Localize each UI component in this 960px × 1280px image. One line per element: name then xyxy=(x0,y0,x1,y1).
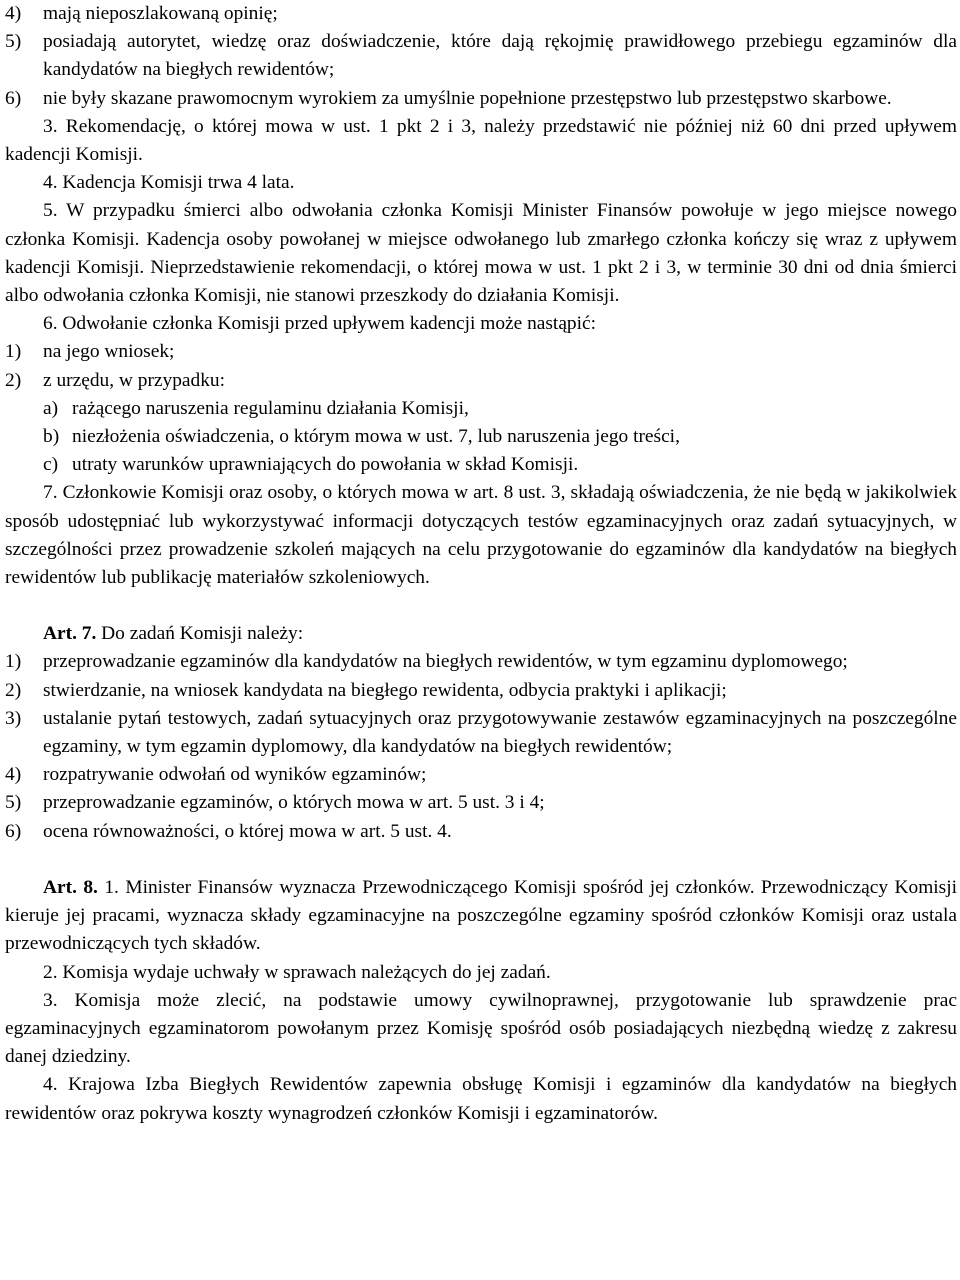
list-item xyxy=(5,648,957,676)
list-text: na jego wniosek; xyxy=(43,341,175,363)
list-text: przeprowadzanie egzaminów, o których mowa w art. 5 ust. 3 i 4; xyxy=(43,792,545,814)
list-number: 6) xyxy=(5,87,22,109)
sublist-letter: c) xyxy=(43,454,59,476)
list-number: 6) xyxy=(5,820,22,842)
sublist-text: niezłożenia oświadczenia, o którym mowa w ust. 7, lub naruszenia jego treści, xyxy=(72,426,680,448)
paragraph-5: 5. W przypadku śmierci albo odwołania członka Komisji Minister Finansów powołuje w jego miejsce nowego członka Komisji. Kadencja osoby powołanej w miejsce odwołanego lub zmarłego członka kończy się wraz z upływem kadencji Komisji. Nieprzedstawienie rekomendacji, o której mowa w ust. 1 pkt 2 i 3, w terminie 30 dni od dnia śmierci albo odwołania członka Komisji, nie stanowi przeszkody do działania Komisji. xyxy=(5,200,957,307)
sublist-item xyxy=(5,395,957,423)
list-text: rozpatrywanie odwołań od wyników egzaminów; xyxy=(43,764,427,786)
paragraph-4: 4. Kadencja Komisji trwa 4 lata. xyxy=(43,172,295,194)
list-item xyxy=(5,818,957,846)
sublist-item xyxy=(5,451,957,479)
article-8-paragraph-2: 2. Komisja wydaje uchwały w sprawach należących do jej zadań. xyxy=(43,961,551,983)
sublist-text: rażącego naruszenia regulaminu działania Komisji, xyxy=(72,397,469,419)
section-spacer xyxy=(5,846,957,874)
list-number: 2) xyxy=(5,369,22,391)
list-number: 4) xyxy=(5,3,22,24)
list-item xyxy=(5,0,957,28)
article-8-paragraph-3: 3. Komisja może zlecić, na podstawie umowy cywilnoprawnej, przygotowanie lub sprawdzenie prac egzaminacyjnych egzaminatorom powołanym przez Komisję spośród osób posiadających niezbędną wiedzę z zakresu danej dziedziny. xyxy=(5,989,957,1068)
list-text: ustalanie pytań testowych, zadań sytuacyjnych oraz przygotowywanie zestawów egzaminacyjnych na poszczególne egzaminy, w tym egzamin dyplomowy, dla kandydatów na biegłych rewidentów; xyxy=(43,707,957,758)
article-8-paragraph-1 xyxy=(5,874,957,959)
list-item xyxy=(5,761,957,789)
sublist-item xyxy=(5,423,957,451)
paragraph-3: 3. Rekomendację, o której mowa w ust. 1 pkt 2 i 3, należy przedstawić nie później niż 60 dni przed upływem kadencji Komisji. xyxy=(5,115,957,166)
list-text: stwierdzanie, na wniosek kandydata na biegłego rewidenta, odbycia praktyki i aplikacji; xyxy=(43,679,727,701)
list-item xyxy=(5,28,957,84)
sublist-text: utraty warunków uprawniających do powołania w skład Komisji. xyxy=(72,454,579,476)
article-8-paragraph-4: 4. Krajowa Izba Biegłych Rewidentów zapewnia obsługę Komisji i egzaminów dla kandydatów na biegłych rewidentów oraz pokrywa koszty wynagrodzeń członków Komisji i egzaminatorów. xyxy=(5,1074,957,1124)
article-8-heading: Art. 8. xyxy=(43,876,98,898)
list-item xyxy=(5,338,957,366)
article-7-lead: Do zadań Komisji należy: xyxy=(96,623,304,645)
sublist-letter: a) xyxy=(43,397,59,419)
paragraph-6: 6. Odwołanie członka Komisji przed upływem kadencji może nastąpić: xyxy=(43,313,597,335)
list-item xyxy=(5,705,957,761)
list-item xyxy=(5,789,957,817)
list-text: ocena równoważności, o której mowa w art. 5 ust. 4. xyxy=(43,820,452,842)
sublist-letter: b) xyxy=(43,426,60,448)
list-number: 5) xyxy=(5,792,22,814)
list-text: mają nieposzlakowaną opinię; xyxy=(43,3,278,24)
article-7-intro xyxy=(5,620,957,648)
list-text: nie były skazane prawomocnym wyrokiem za umyślnie popełnione przestępstwo lub przestępstwo skarbowe. xyxy=(43,87,892,109)
article-8-text: 1. Minister Finansów wyznacza Przewodniczącego Komisji spośród jej członków. Przewodniczący Komisji kieruje jej pracami, wyznacza składy egzaminacyjne na poszczególne egzaminy spośród członków Komisji oraz ustala przewodniczących tych składów. xyxy=(5,876,957,955)
list-number: 3) xyxy=(5,707,22,729)
list-item xyxy=(5,85,957,113)
list-text: posiadają autorytet, wiedzę oraz doświadczenie, które dają rękojmię prawidłowego przebiegu egzaminów dla kandydatów na biegłych rewidentów; xyxy=(43,31,957,81)
section-spacer xyxy=(5,592,957,620)
list-number: 4) xyxy=(5,764,22,786)
paragraph-7: 7. Członkowie Komisji oraz osoby, o których mowa w art. 8 ust. 3, składają oświadczenia, że nie będą w jakikolwiek sposób udostępniać lub wykorzystywać informacji dotyczących testów egzaminacyjnych oraz zadań sytuacyjnych, w szczególności przez prowadzenie szkoleń mających na celu przygotowanie do egzaminów dla kandydatów na biegłych rewidentów lub publikację materiałów szkoleniowych. xyxy=(5,482,957,589)
list-number: 5) xyxy=(5,31,22,53)
list-number: 1) xyxy=(5,341,22,363)
list-item xyxy=(5,367,957,395)
list-number: 2) xyxy=(5,679,22,701)
article-7-heading: Art. 7. xyxy=(43,623,97,645)
list-item xyxy=(5,677,957,705)
list-text: z urzędu, w przypadku: xyxy=(43,369,225,391)
list-number: 1) xyxy=(5,651,22,673)
list-text: przeprowadzanie egzaminów dla kandydatów na biegłych rewidentów, w tym egzaminu dyplomowego; xyxy=(43,651,848,673)
